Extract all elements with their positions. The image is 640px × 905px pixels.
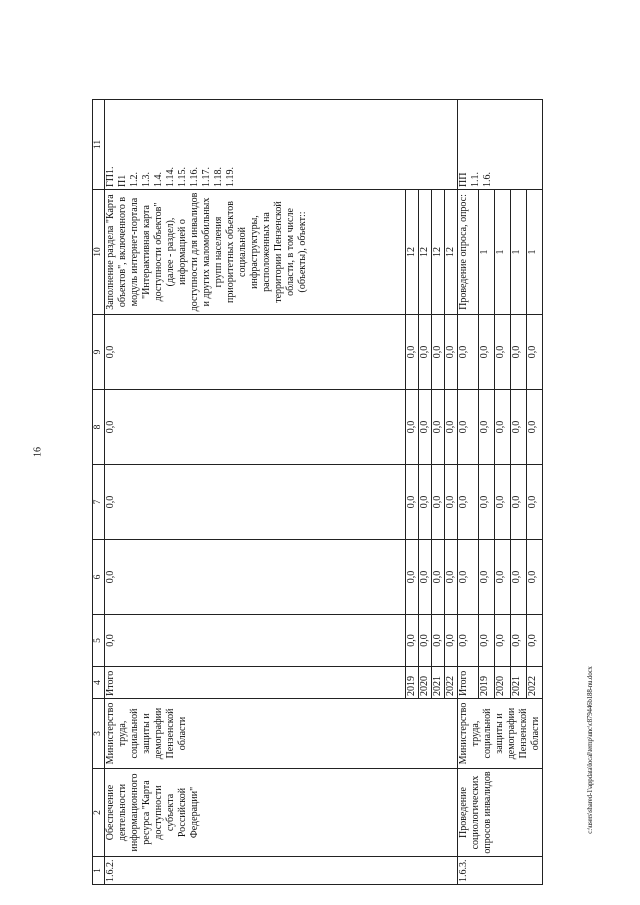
value-cell: 0,0 [419,615,432,667]
column-number-row [93,100,105,885]
value-cell: 0,0 [458,315,479,390]
program-code: 1.6. [482,172,493,187]
program-code: 1.16. [189,167,200,187]
rotated-table-container [92,100,626,885]
value-cell: 0,0 [510,390,526,465]
value-cell: 0,0 [419,390,432,465]
program-code: П1 [117,174,128,187]
value-cell: 0,0 [526,390,542,465]
program-code: ГП1. [105,166,116,187]
col-header-3: 3 [93,699,105,769]
value-cell: 0,0 [458,540,479,615]
page-number: 16 [32,447,44,457]
program-code: 1.15. [177,167,188,187]
col-header-7: 7 [93,465,105,540]
col-header-9: 9 [93,315,105,390]
program-code: 1.17. [201,167,212,187]
value-cell: 0,0 [432,540,445,615]
program-code: 1.1. [470,172,481,187]
value-cell: 0,0 [432,465,445,540]
value-cell: 0,0 [406,465,419,540]
value-cell: 0,0 [105,390,406,465]
col-header-1: 1 [93,857,105,885]
value-cell: 0,0 [406,615,419,667]
value-cell: 0,0 [510,540,526,615]
indicator-value: 1 [494,190,510,315]
measure-id: 1.6.3. [458,857,543,885]
indicator-text: Проведение опроса, опрос: [458,190,479,315]
indicator-value: 12 [406,190,419,315]
footer-file-path: c:\users\shared-1\appdata\local\temp\unc\c879446b188-nu.docx [586,666,594,834]
program-code: 1.2. [129,172,140,187]
value-cell: 0,0 [478,390,494,465]
value-cell: 0,0 [494,615,510,667]
value-cell: 0,0 [432,615,445,667]
program-code: 1.18. [213,167,224,187]
measure-executor: Министерство труда, социальной защиты и демографии Пензенской области [105,699,458,769]
indicator-value: 12 [419,190,432,315]
value-cell: 0,0 [105,465,406,540]
value-cell: 0,0 [494,315,510,390]
year-cell: 2020 [494,667,510,699]
value-cell: 0,0 [432,315,445,390]
indicator-value: 1 [478,190,494,315]
value-cell: 0,0 [445,540,458,615]
year-cell: 2022 [445,667,458,699]
value-cell: 0,0 [105,615,406,667]
value-cell: 0,0 [458,390,479,465]
value-cell: 0,0 [526,465,542,540]
indicator-text: Заполнение раздела "Карта объектов", включенного в модуль интернет-портала "Интерактивная карта доступности объектов" (далее - раздел), информацией о доступности для инвалидов и других маломобильных групп населения приоритетных объектов социальной инфраструктуры, расположенных на территории Пензенской области, в том числе (объекты), объект:: [105,190,406,315]
indicator-value: 12 [445,190,458,315]
value-cell: 0,0 [510,315,526,390]
value-cell: 0,0 [458,615,479,667]
measure-name: Проведение социологических опросов инвалидов [458,769,543,857]
value-cell: 0,0 [419,315,432,390]
col-header-8: 8 [93,390,105,465]
value-cell: 0,0 [494,390,510,465]
value-cell: 0,0 [478,615,494,667]
year-cell: Итого [458,667,479,699]
value-cell: 0,0 [445,390,458,465]
value-cell: 0,0 [458,465,479,540]
measure-name: Обеспечение деятельности информационного ресурса "Карта доступности субъекта Российской Федерации" [105,769,458,857]
value-cell: 0,0 [445,615,458,667]
value-cell: 0,0 [510,465,526,540]
program-code: 1.14. [165,167,176,187]
value-cell: 0,0 [526,540,542,615]
program-code: 1.4. [153,172,164,187]
measure-id: 1.6.2. [105,857,458,885]
value-cell: 0,0 [406,540,419,615]
year-cell: 2019 [478,667,494,699]
value-cell: 0,0 [526,315,542,390]
value-cell: 0,0 [105,315,406,390]
value-cell: 0,0 [445,315,458,390]
year-cell: 2021 [510,667,526,699]
year-cell: 2021 [432,667,445,699]
col-header-4: 4 [93,667,105,699]
value-cell: 0,0 [494,540,510,615]
col-header-5: 5 [93,615,105,667]
program-measures-table [92,99,543,885]
program-codes [458,100,543,190]
col-header-10: 10 [93,190,105,315]
year-cell: 2022 [526,667,542,699]
value-cell: 0,0 [406,315,419,390]
value-cell: 0,0 [419,540,432,615]
year-cell: 2019 [406,667,419,699]
value-cell: 0,0 [478,315,494,390]
value-cell: 0,0 [105,540,406,615]
value-cell: 0,0 [494,465,510,540]
indicator-value: 1 [526,190,542,315]
table-row [458,100,479,885]
value-cell: 0,0 [406,390,419,465]
measure-executor: Министерство труда, социальной защиты и демографии Пензенской области [458,699,543,769]
value-cell: 0,0 [445,465,458,540]
year-cell: 2020 [419,667,432,699]
program-code: ПП [458,172,469,187]
value-cell: 0,0 [478,465,494,540]
col-header-6: 6 [93,540,105,615]
col-header-11: 11 [93,100,105,190]
program-code: 1.19. [225,167,236,187]
indicator-value: 1 [510,190,526,315]
year-cell: Итого [105,667,406,699]
program-code: 1.3. [141,172,152,187]
program-codes [105,100,458,190]
value-cell: 0,0 [526,615,542,667]
indicator-value: 12 [432,190,445,315]
col-header-2: 2 [93,769,105,857]
table-row [105,100,406,885]
value-cell: 0,0 [419,465,432,540]
value-cell: 0,0 [510,615,526,667]
value-cell: 0,0 [478,540,494,615]
value-cell: 0,0 [432,390,445,465]
